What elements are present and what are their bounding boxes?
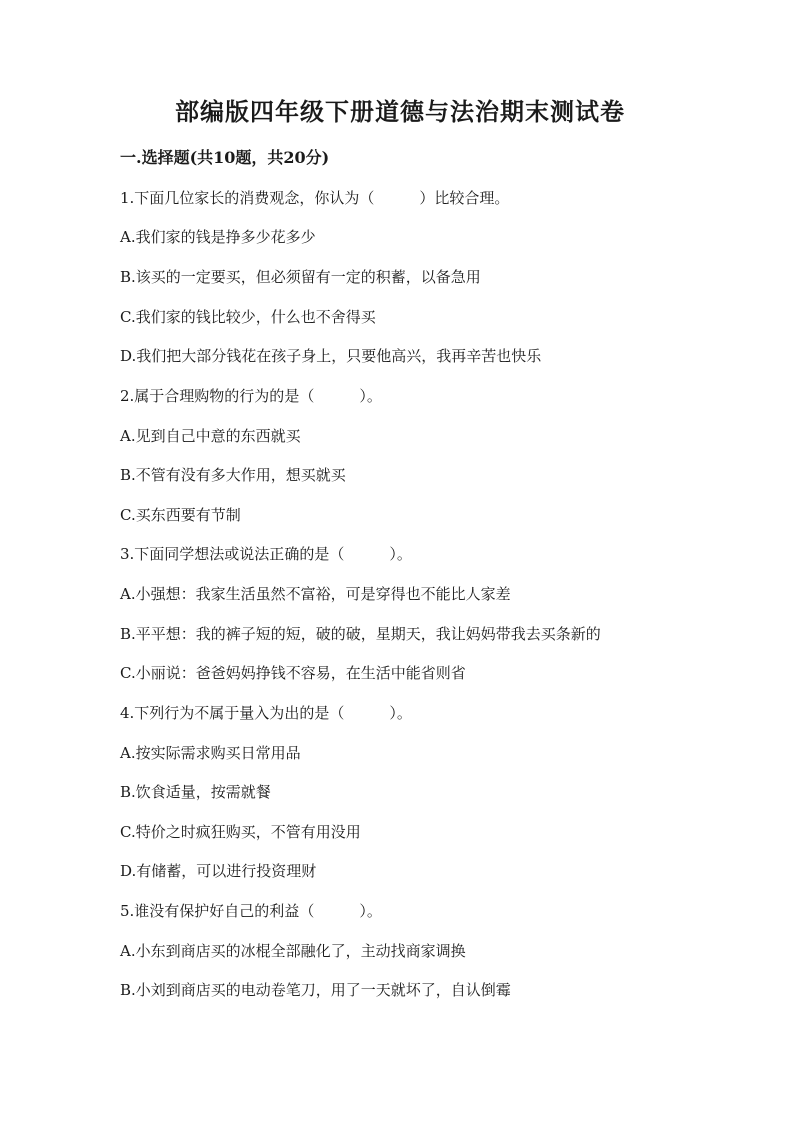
question-4-option-b: B.饮食适量，按需就餐 (120, 783, 271, 801)
question-4-option-a: A.按实际需求购买日常用品 (120, 744, 301, 762)
question-5-option-b: B.小刘到商店买的电动卷笔刀，用了一天就坏了，自认倒霉 (120, 981, 511, 999)
section-heading: 一.选择题(共10题，共20分) (120, 148, 330, 167)
question-1-option-a: A.我们家的钱是挣多少花多少 (120, 228, 316, 246)
question-3-option-b: B.平平想：我的裤子短的短，破的破，星期天，我让妈妈带我去买条新的 (120, 625, 601, 643)
question-2-option-a: A.见到自己中意的东西就买 (120, 427, 301, 445)
question-2-option-c: C.买东西要有节制 (120, 506, 241, 524)
question-2-stem: 2.属于合理购物的行为的是（ ）。 (120, 387, 382, 405)
question-4-option-c: C.特价之时疯狂购买，不管有用没用 (120, 823, 361, 841)
question-5-stem: 5.谁没有保护好自己的利益（ ）。 (120, 902, 382, 920)
question-2-option-b: B.不管有没有多大作用，想买就买 (120, 466, 346, 484)
page-title: 部编版四年级下册道德与法治期末测试卷 (175, 97, 625, 126)
question-1-option-c: C.我们家的钱比较少，什么也不舍得买 (120, 308, 376, 326)
question-1-option-d: D.我们把大部分钱花在孩子身上，只要他高兴，我再辛苦也快乐 (120, 347, 542, 365)
question-1-option-b: B.该买的一定要买，但必须留有一定的积蓄，以备急用 (120, 268, 481, 286)
question-1-stem: 1.下面几位家长的消费观念，你认为（ ）比较合理。 (120, 189, 510, 207)
question-3-stem: 3.下面同学想法或说法正确的是（ ）。 (120, 545, 412, 563)
question-5-option-a: A.小东到商店买的冰棍全部融化了，主动找商家调换 (120, 942, 466, 960)
question-3-option-c: C.小丽说：爸爸妈妈挣钱不容易，在生活中能省则省 (120, 664, 466, 682)
question-4-stem: 4.下列行为不属于量入为出的是（ ）。 (120, 704, 412, 722)
question-4-option-d: D.有储蓄，可以进行投资理财 (120, 862, 317, 880)
question-3-option-a: A.小强想：我家生活虽然不富裕，可是穿得也不能比人家差 (120, 585, 511, 603)
